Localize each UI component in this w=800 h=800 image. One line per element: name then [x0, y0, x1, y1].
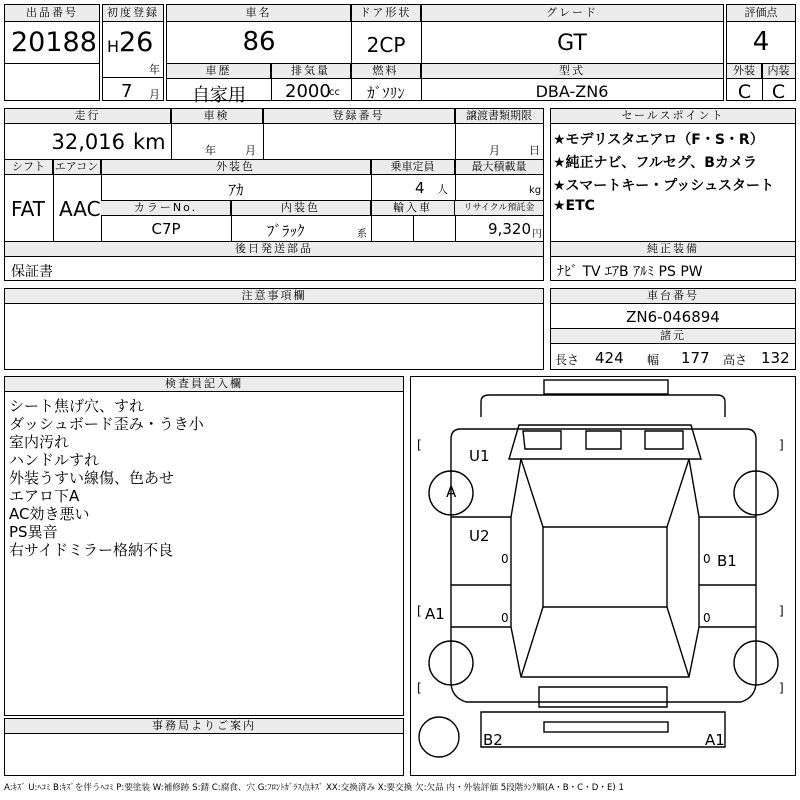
mark-b2: B2 [483, 731, 503, 749]
later-parts-box [4, 241, 544, 281]
inspector-label: 検査員記入欄 [5, 377, 403, 392]
svg-text:0: 0 [501, 611, 509, 625]
mark-b1: B1 [717, 552, 737, 570]
mark-a1-left: A1 [425, 605, 445, 623]
sales-point-4: ★ETC [553, 198, 595, 214]
dimensions-label: 諸元 [551, 329, 795, 344]
grade: GT [557, 31, 587, 56]
ac-label: エアコン [53, 160, 101, 175]
door-shape: 2CP [366, 33, 406, 57]
exterior-label: 外装 [727, 64, 762, 79]
length-label: 長さ [555, 353, 580, 367]
sales-point-1: ★モデリスタエアロ（F・S・R） [553, 132, 764, 148]
chassis-label: 車台番号 [551, 289, 795, 304]
svg-text:[: [ [417, 681, 422, 695]
era: H [107, 37, 120, 56]
svg-text:]: ] [779, 438, 784, 452]
exterior-color: ｱｶ [228, 181, 244, 199]
svg-text:]: ] [779, 681, 784, 695]
grade-label: グレード [421, 5, 723, 22]
legend-text: A:ｷｽﾞ U:ﾍｺﾐ B:ｷｽﾞを伴うﾍｺﾐ P:要塗装 W:補修跡 S:錆 C:腐食、穴 G:ﾌﾛﾝﾄｶﾞﾗｽ点ｷｽﾞ XX:交換済み X:要交換 欠:欠品 内・外装評価 5段階ﾗﾝｸ順(A・B・C・D・E) 1 [4, 783, 624, 793]
car-diagram-box [410, 376, 796, 776]
svg-text:[: [ [417, 438, 422, 452]
recycle-unit: 円 [532, 229, 542, 240]
car-history: 自家用 [192, 85, 246, 106]
height-label: 高さ [723, 353, 748, 367]
chassis-number: ZN6-046894 [626, 308, 720, 326]
office-box [4, 718, 404, 776]
score: 4 [752, 27, 770, 57]
width-label: 幅 [647, 353, 660, 367]
svg-text:]: ] [779, 604, 784, 618]
color-number-label: カラーNo. [101, 201, 231, 216]
inspector-line-3: 室内汚れ [9, 433, 70, 451]
transfer-doc-label: 譲渡書類期限 [455, 109, 543, 124]
interior-grade: C [771, 81, 786, 103]
inspector-box [4, 376, 404, 716]
width-value: 177 [681, 349, 710, 367]
notes-label: 注意事項欄 [5, 289, 543, 304]
displacement-unit: cc [329, 87, 340, 98]
shift: FAT [11, 197, 46, 221]
year-unit: 年 [149, 63, 160, 76]
inspector-line-6: エアロ下A [9, 487, 80, 505]
model-label: 型式 [421, 64, 723, 79]
color-number: C7P [151, 220, 181, 238]
history-label: 車歴 [167, 64, 271, 79]
mark-u1: U1 [469, 447, 490, 465]
genuine-equipment-label: 純正装備 [551, 242, 795, 257]
inspector-line-9: 右サイドミラー格納不良 [9, 541, 173, 559]
genuine-equipment-box [550, 241, 796, 281]
score-label: 評価点 [727, 5, 795, 22]
car-name: 86 [242, 27, 276, 57]
shift-label: シフト [5, 160, 53, 175]
inspector-line-7: AC効き悪い [9, 505, 90, 523]
recycle-label: リサイクル預託金 [455, 201, 543, 216]
inspector-line-4: ハンドルすれ [9, 451, 100, 469]
max-load-label: 最大積載量 [455, 160, 543, 175]
interior-color-suffix: 系 [357, 229, 367, 240]
inspector-line-8: PS異音 [9, 523, 58, 541]
reg-year: 26 [119, 27, 154, 58]
capacity: 4 [415, 179, 425, 197]
office-label: 事務局よりご案内 [5, 719, 403, 734]
import-label: 輸入車 [371, 201, 455, 216]
fuel-label: 燃料 [351, 64, 421, 79]
inspection-year-unit: 年 [205, 144, 216, 157]
length-value: 424 [595, 349, 624, 367]
exterior-color-label: 外装色 [101, 160, 371, 175]
sales-points-label: セールスポイント [551, 109, 795, 124]
inspection-label: 車検 [171, 109, 263, 124]
svg-text:0: 0 [703, 552, 711, 566]
transfer-day-unit: 日 [529, 144, 540, 157]
later-parts-value: 保証書 [11, 264, 53, 280]
exterior-grade: C [737, 81, 752, 103]
transfer-month-unit: 月 [489, 144, 500, 157]
inspector-line-1: シート焦げ穴、すれ [9, 397, 145, 415]
svg-text:0: 0 [703, 611, 711, 625]
capacity-unit: 人 [437, 183, 448, 196]
interior-color: ﾌﾞﾗｯｸ [267, 222, 305, 240]
recycle-fee: 9,320 [488, 220, 531, 238]
mileage-unit: km [133, 130, 166, 154]
month-unit: 月 [149, 88, 160, 101]
reg-number-label: 登録番号 [263, 109, 455, 124]
lot-number-box [4, 4, 100, 101]
first-registration-box [102, 4, 164, 101]
svg-text:[: [ [417, 604, 422, 618]
displacement: 2000 [285, 81, 331, 102]
mark-a-wheel: A [446, 483, 457, 501]
mark-a1-bottom: A1 [705, 731, 725, 749]
air-conditioner: AAC [59, 197, 101, 221]
vehicle-info-box [166, 4, 724, 106]
notes-box [4, 288, 544, 370]
car-name-label: 車名 [167, 5, 351, 22]
detail-grid [4, 108, 544, 242]
mark-u2: U2 [469, 527, 490, 545]
capacity-label: 乗車定員 [371, 160, 455, 175]
inspector-line-5: 外装うすい線傷、色あせ [9, 469, 175, 487]
fuel: ｶﾞｿﾘﾝ [367, 84, 405, 102]
mileage: 32,016 [51, 130, 125, 154]
interior-label: 内装 [762, 64, 795, 79]
later-parts-label: 後日発送部品 [5, 242, 543, 257]
height-value: 132 [761, 349, 790, 367]
inspector-line-2: ダッシュボード歪み・うき小 [9, 415, 204, 433]
chassis-box [550, 288, 796, 370]
first-reg-label: 初度登録 [103, 5, 163, 22]
genuine-equipment-value: ﾅﾋﾞ TV ｴｱB ｱﾙﾐ PS PW [557, 264, 703, 280]
door-label: ドア形状 [351, 5, 421, 22]
sales-points-box [550, 108, 796, 242]
model-code: DBA-ZN6 [535, 82, 609, 101]
inspection-month-unit: 月 [245, 144, 256, 157]
svg-text:0: 0 [501, 552, 509, 566]
lot-number-label: 出品番号 [5, 5, 99, 22]
load-unit: kg [529, 185, 542, 196]
reg-month: 7 [121, 81, 133, 102]
score-box [726, 4, 796, 101]
mileage-label: 走行 [5, 109, 171, 124]
lot-number: 20188 [11, 27, 97, 58]
displacement-label: 排気量 [271, 64, 351, 79]
sales-point-3: ★スマートキー・プッシュスタート [553, 178, 775, 194]
interior-color-label: 内装色 [231, 201, 371, 216]
car-damage-diagram [411, 377, 795, 775]
sales-point-2: ★純正ナビ、フルセグ、Bカメラ [553, 155, 757, 171]
